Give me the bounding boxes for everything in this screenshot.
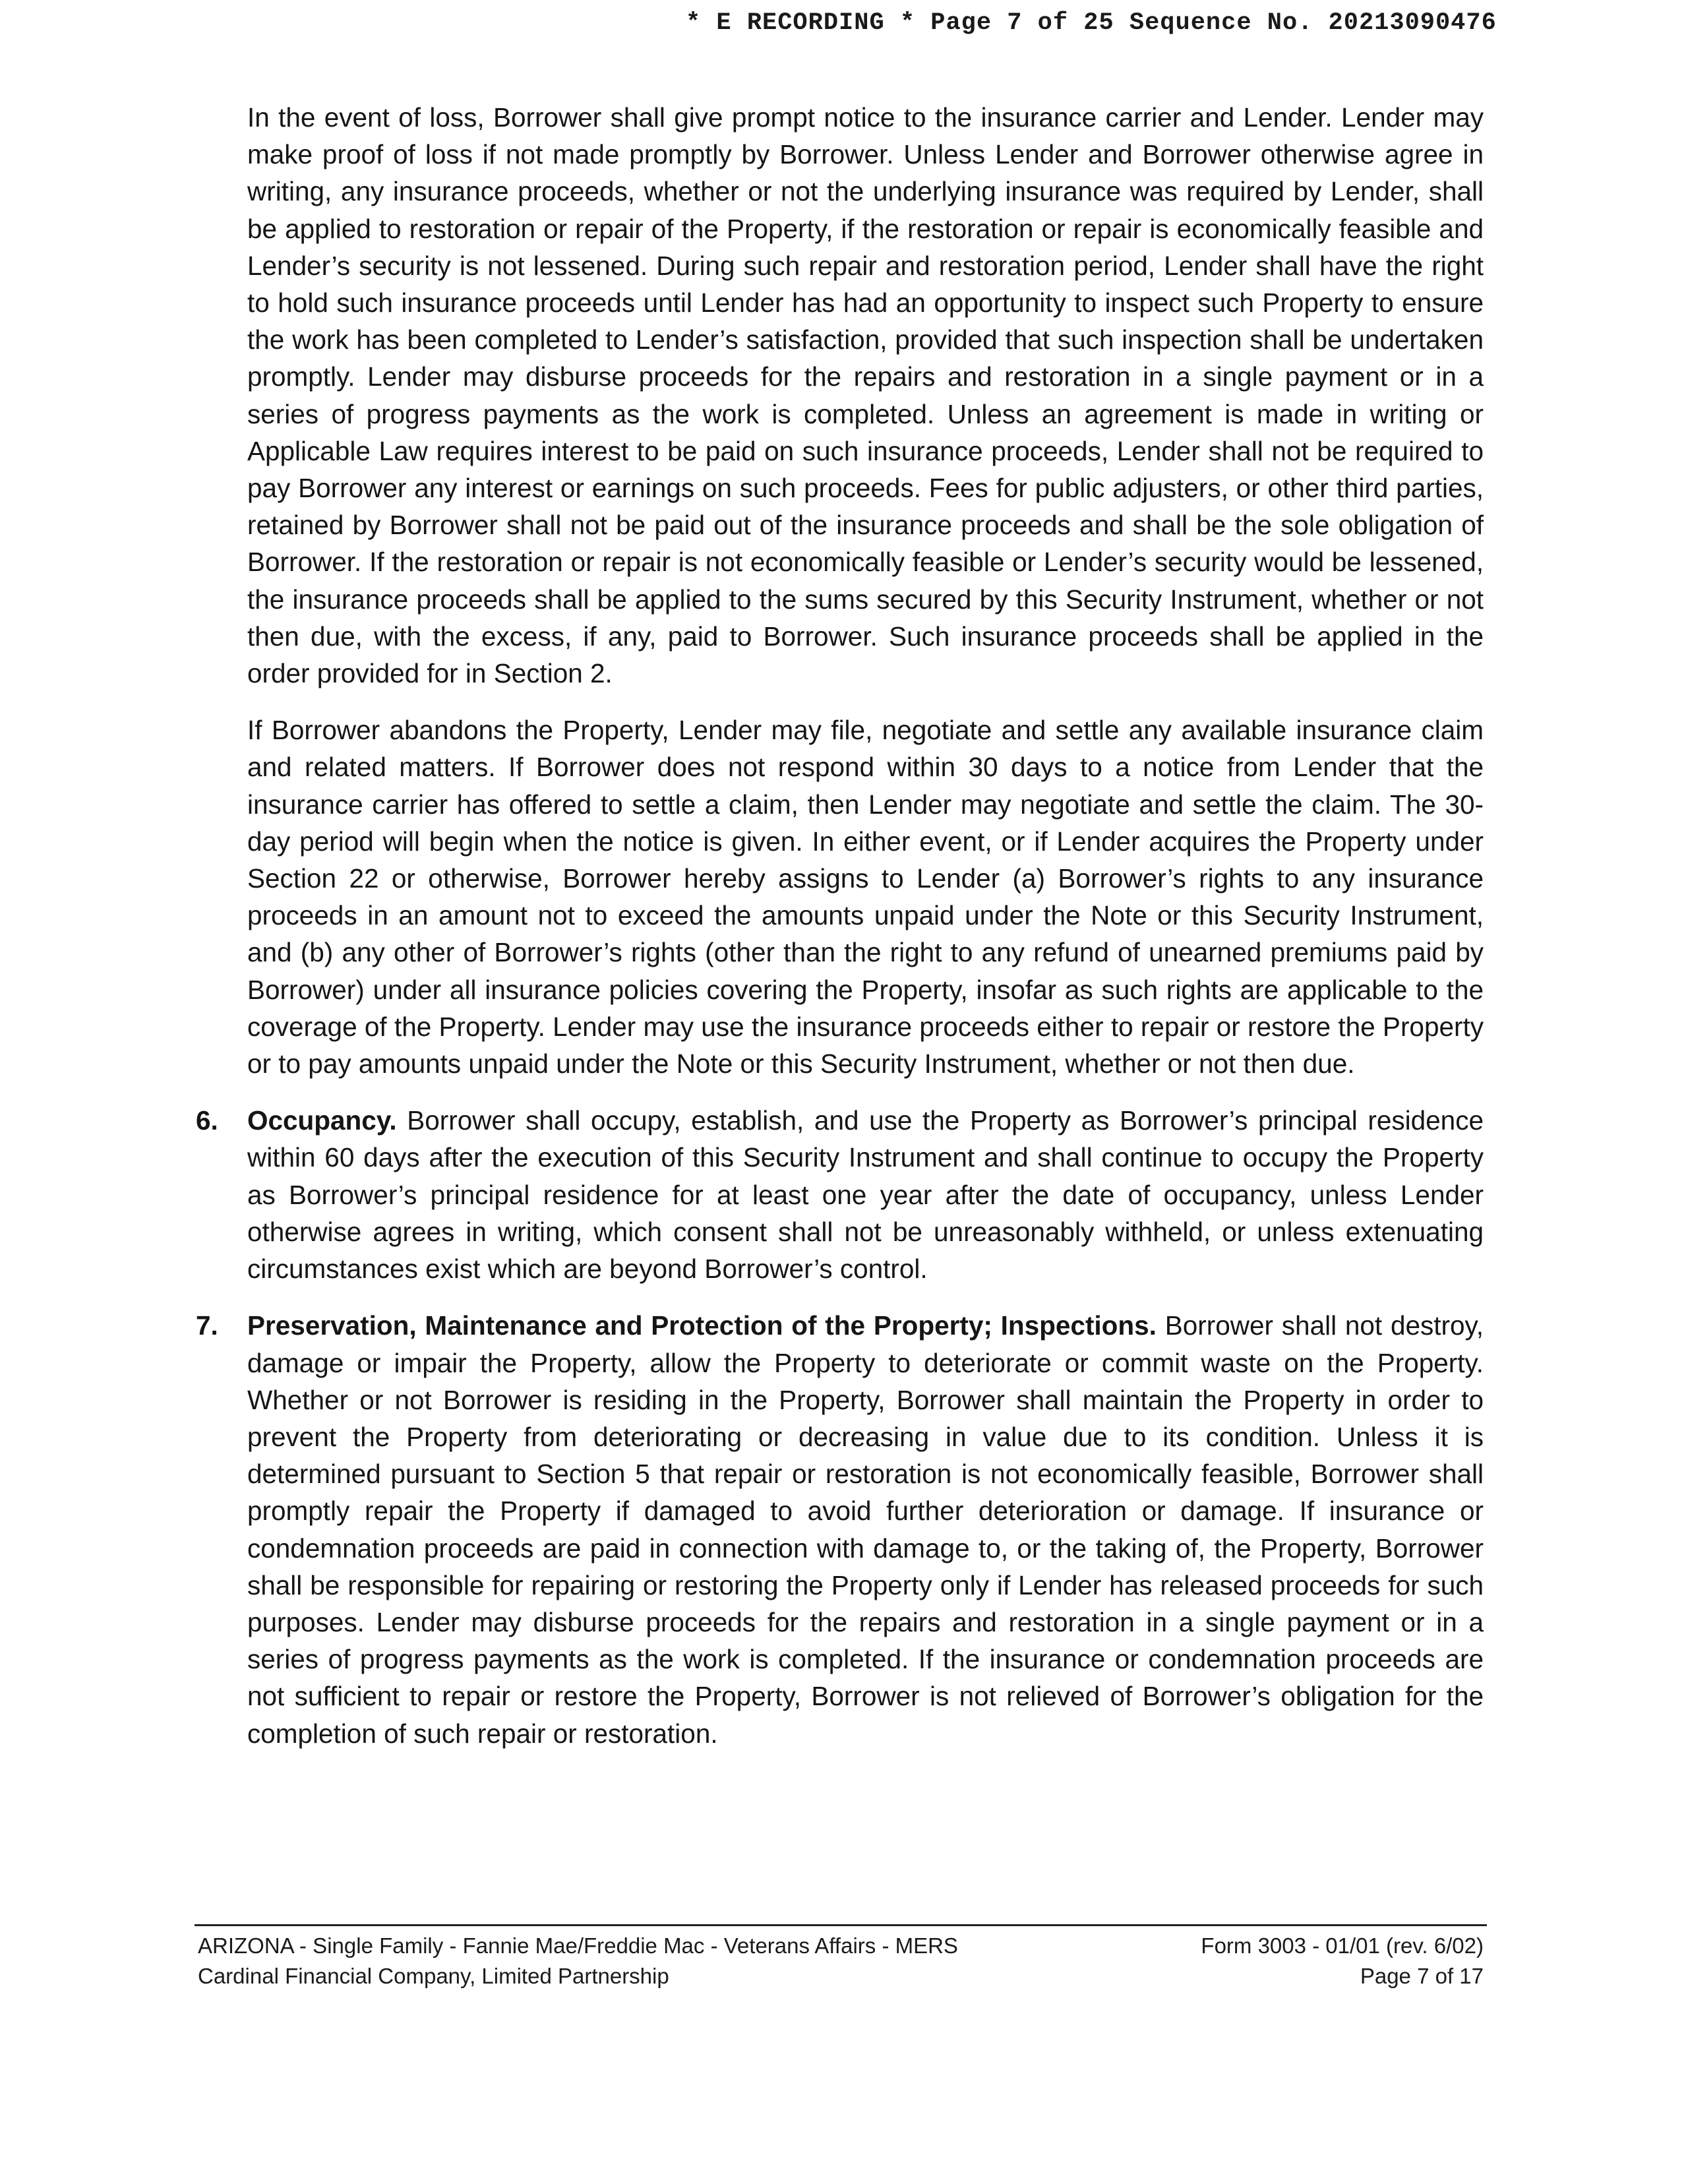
footer-form-state: ARIZONA - Single Family - Fannie Mae/Freddie Mac - Veterans Affairs - MERS bbox=[198, 1933, 958, 1958]
section-heading: Occupancy. bbox=[247, 1105, 397, 1136]
section-number: 6. bbox=[196, 1105, 218, 1136]
section-heading: Preservation, Maintenance and Protection of the Property; Inspections. bbox=[247, 1310, 1157, 1341]
section-number: 7. bbox=[196, 1310, 218, 1341]
section-preservation bbox=[196, 1307, 1484, 1751]
footer-row-2 bbox=[198, 1961, 1484, 1991]
section-text: Borrower shall occupy, establish, and use the Property as Borrower’s principal residence within 60 days after the execution of this Security Instrument and shall continue to occupy the Property as Borrower’s principal residence for at least one year after the date of occupancy, unless Lender otherwise agrees in writing, which consent shall not be unreasonably withheld, or unless extenuating circumstances exist which are beyond Borrower’s control. bbox=[247, 1105, 1484, 1285]
section-occupancy bbox=[196, 1102, 1484, 1287]
footer-company: Cardinal Financial Company, Limited Partnership bbox=[198, 1964, 669, 1988]
page-footer bbox=[198, 1931, 1484, 1991]
paragraph-insurance-loss: In the event of loss, Borrower shall give prompt notice to the insurance carrier and Lender. Lender may make proof of loss if not made promptly by Borrower. Unless Lender and Borrower otherwise agree in writing, any insurance proceeds, whether or not the underlying insurance was required by Lender, shall be applied to restoration or repair of the Property, if the restoration or repair is economically feasible and Lender’s security is not lessened. During such repair and restoration period, Lender shall have the right to hold such insurance proceeds until Lender has had an opportunity to inspect such Property to ensure the work has been completed to Lender’s satisfaction, provided that such inspection shall be undertaken promptly. Lender may disburse proceeds for the repairs and restoration in a single payment or in a series of progress payments as the work is completed. Unless an agreement is made in writing or Applicable Law requires interest to be paid on such insurance proceeds, Lender shall not be required to pay Borrower any interest or earnings on such proceeds. Fees for public adjusters, or other third parties, retained by Borrower shall not be paid out of the insurance proceeds and shall be the sole obligation of Borrower. If the restoration or repair is not economically feasible or Lender’s security would be lessened, the insurance proceeds shall be applied to the sums secured by this Security Instrument, whether or not then due, with the excess, if any, paid to Borrower. Such insurance proceeds shall be applied in the order provided for in Section 2. bbox=[247, 102, 1484, 689]
recording-header: * E RECORDING * Page 7 of 25 Sequence No. 20213090476 bbox=[686, 9, 1497, 37]
section-text: Borrower shall not destroy, damage or impair the Property, allow the Property to deteriorate or commit waste on the Property. Whether or not Borrower is residing in the Property, Borrower shall maintain the Property in order to prevent the Property from deteriorating or decreasing in value due to its condition. Unless it is determined pursuant to Section 5 that repair or restoration is not economically feasible, Borrower shall promptly repair the Property if damaged to avoid further deterioration or damage. If insurance or condemnation proceeds are paid in connection with damage to, or the taking of, the Property, Borrower shall be responsible for repairing or restoring the Property only if Lender has released proceeds for such purposes. Lender may disburse proceeds for the repairs and restoration in a single payment or in a series of progress payments as the work is completed. If the insurance or condemnation proceeds are not sufficient to repair or restore the Property, Borrower is not relieved of Borrower’s obligation for the completion of such repair or restoration. bbox=[247, 1310, 1484, 1749]
document-body bbox=[196, 99, 1484, 1772]
footer-row-1 bbox=[198, 1931, 1484, 1961]
footer-divider bbox=[195, 1924, 1487, 1926]
footer-form-number: Form 3003 - 01/01 (rev. 6/02) bbox=[1201, 1933, 1484, 1958]
footer-page-number: Page 7 of 17 bbox=[1360, 1964, 1484, 1988]
paragraph-abandonment: If Borrower abandons the Property, Lender may file, negotiate and settle any available insurance claim and related matters. If Borrower does not respond within 30 days to a notice from Lender that the insurance carrier has offered to settle a claim, then Lender may negotiate and settle the claim. The 30-day period will begin when the notice is given. In either event, or if Lender acquires the Property under Section 22 or otherwise, Borrower hereby assigns to Lender (a) Borrower’s rights to any insurance proceeds in an amount not to exceed the amounts unpaid under the Note or this Security Instrument, and (b) any other of Borrower’s rights (other than the right to any refund of unearned premiums paid by Borrower) under all insurance policies covering the Property, insofar as such rights are applicable to the coverage of the Property. Lender may use the insurance proceeds either to repair or restore the Property or to pay amounts unpaid under the Note or this Security Instrument, whether or not then due. bbox=[247, 715, 1484, 1079]
